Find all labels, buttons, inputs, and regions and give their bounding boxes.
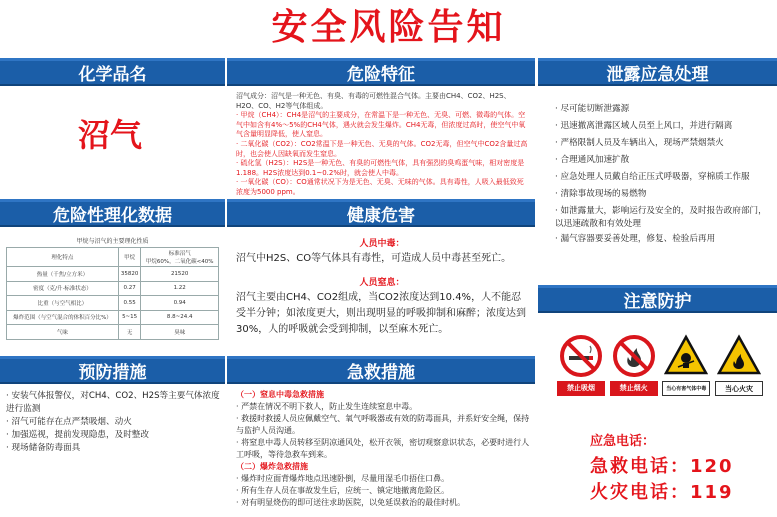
header-prevention: 预防措施	[0, 356, 225, 384]
no-smoking-icon	[559, 334, 603, 378]
table-cell: 0.94	[141, 296, 219, 311]
table-cell: 臭味	[141, 325, 219, 340]
table-header: 理化特点	[7, 248, 119, 267]
prevention-item: · 沼气可能存在点严禁吸烟、动火	[6, 417, 132, 427]
table-row	[7, 325, 219, 340]
table-cell: 1.22	[141, 281, 219, 296]
table-row	[7, 296, 219, 311]
table-row	[7, 267, 219, 282]
header-health: 健康危害	[227, 199, 535, 227]
leak-item-text: 应急处理人员戴自给正压式呼吸器，穿棉质工作服	[560, 172, 750, 182]
leak-item-text: 迅速撤离泄露区域人员至上风口，并进行隔离	[560, 121, 733, 131]
health-poison-text: 沼气中H2S、CO等气体具有毒性，可造成人员中毒甚至死亡。	[236, 253, 512, 264]
table-row	[7, 281, 219, 296]
no-fire-icon	[612, 334, 656, 378]
firstaid-item: · 所有生存人员在事故发生后，应统一、镇定地撤离危险区。	[236, 486, 450, 495]
table-cell: 爆炸范围（与空气混合的体积百分比%）	[7, 310, 119, 325]
firstaid-item: · 爆炸时应面背爆炸地点迅速卧倒，尽量用湿毛巾捂住口鼻。	[236, 474, 450, 483]
leak-item: · 如泄露量大，影响运行及安全的，及时报告政府部门，以迅速疏散和有效处理	[555, 206, 767, 229]
leak-item: · 应急处理人员戴自给正压式呼吸器，穿棉质工作服	[555, 172, 750, 182]
leak-item: · 合理通风加速扩散	[555, 155, 630, 165]
page-title: 安全风险告知	[271, 7, 506, 48]
sign-label: 禁止烟火	[610, 381, 658, 396]
header-physchem: 危险性理化数据	[0, 199, 225, 227]
table-cell: 0.55	[118, 296, 141, 311]
table-cell: 35820	[118, 267, 141, 282]
table-header-row	[7, 248, 219, 267]
prevention-item-text: 沼气可能存在点严禁吸烟、动火	[11, 417, 132, 427]
hazard-paragraph: · 硫化氢（H2S）：H2S是一种无色、有臭的可燃性气体，具有强烈的臭鸡蛋气味，相对密度是1.188。H2S浓度达到0.1~0.2%时，就会使人中毒。	[236, 159, 525, 177]
prevention-item-text: 现场储备防毒面具	[11, 443, 81, 453]
health-section	[236, 232, 528, 350]
table-cell: 无	[118, 325, 141, 340]
prevention-item-text: 安装气体报警仪，对CH4、CO2、H2S等主要气体浓度进行监测	[6, 391, 220, 414]
sign-label: 当心有害气体中毒	[662, 381, 710, 396]
health-poison-title: 人员中毒：	[359, 239, 405, 249]
firstaid-section	[236, 389, 530, 515]
header-firstaid: 急救措施	[227, 356, 535, 384]
firstaid-item: · 救援时救援人员应佩戴空气、氧气呼吸器或有效的防毒面具，并系好安全绳，保持与监护人员沟通。	[236, 414, 530, 435]
leak-list	[555, 101, 770, 261]
sign-label: 当心火灾	[715, 381, 763, 396]
table-cell: 0.27	[118, 281, 141, 296]
header-leak: 泄露应急处理	[538, 58, 777, 86]
leak-item-text: 尽可能切断泄露源	[560, 104, 630, 114]
table-cell: 气味	[7, 325, 119, 340]
leak-item: · 迅速撤离泄露区域人员至上风口，并进行隔离	[555, 121, 733, 131]
chemical-name-text: 沼气	[78, 116, 143, 154]
header-chemical: 化学品名	[0, 58, 225, 86]
table-caption: 甲烷与沼气的主要理化性质	[76, 238, 149, 245]
fire-warning-icon	[717, 334, 761, 378]
table-header: 甲烷	[118, 248, 141, 267]
hazard-paragraph: 沼气成分：沼气是一种无色、有臭、有毒的可燃性混合气体。主要由CH4、CO2、H2S、H2O、CO、H2等气体组成。	[236, 92, 511, 110]
physchem-table	[6, 236, 219, 344]
sign-no-fire	[610, 334, 658, 402]
prevention-list	[6, 390, 221, 470]
leak-item-text: 如泄露量大，影响运行及安全的，及时报告政府部门，以迅速疏散和有效处理	[555, 206, 767, 229]
leak-item: · 严格限制人员及车辆出入，现场严禁烟禁火	[555, 138, 724, 148]
hazard-paragraph: · 二氧化碳（CO2）：CO2常温下是一种无色、无臭的气体。CO2无毒，但空气中CO2含量过高时，也会使人因缺氧而发生窒息。	[236, 139, 528, 158]
hazard-paragraph: · 一氧化碳（CO）：CO通常状况下为是无色、无臭、无味的气体。具有毒性，人吸入最低致死浓度为5000 ppm。	[236, 178, 524, 196]
prevention-item-text: 加强巡视，提前发现隐患，及时整改	[11, 430, 149, 440]
table-row	[7, 310, 219, 325]
prevention-item: · 现场储备防毒面具	[6, 443, 81, 453]
sign-label: 禁止吸烟	[557, 381, 605, 396]
emergency-phone-title: 应急电话：	[590, 434, 656, 449]
table-cell: 5~15	[118, 310, 141, 325]
table-cell: 热量（千焦/立方米）	[7, 267, 119, 282]
leak-item: · 漏气容器要妥善处理，修复、检验后再用	[555, 234, 716, 244]
firstaid-sec2-title: （二）爆炸急救措施	[236, 462, 308, 471]
firstaid-item: · 严禁在情况不明下救人，防止发生连续窒息中毒。	[236, 402, 418, 411]
firstaid-sec1-title: （一）窒息中毒急救措施	[236, 390, 324, 399]
sign-toxic-gas	[662, 334, 710, 402]
leak-item: · 清除事故现场的易燃物	[555, 189, 647, 199]
firstaid-item: · 对有明显烧伤的即可送往求助医院，以免延误救治的最佳时机。	[236, 498, 466, 507]
health-suffocate-text: 沼气主要由CH4、CO2组成，当CO2浓度达到10.4%，人不能忍受半分钟；如浓度更大，则出现明显的呼吸抑制和麻醉；浓度达到30%，人的呼吸就会受到抑制，以至麻木死亡。	[236, 292, 526, 335]
table-header: 标准沼气 甲烷60%，二氧化碳<40%	[141, 248, 219, 267]
toxic-gas-warning-icon	[664, 334, 708, 378]
sign-fire-warning	[715, 334, 763, 402]
leak-item: · 尽可能切断泄露源	[555, 104, 630, 114]
leak-item-text: 漏气容器要妥善处理，修复、检验后再用	[560, 234, 716, 244]
table-cell: 密度（克/升·标准状态）	[7, 281, 119, 296]
rescue-phone: 急救电话：120	[590, 456, 734, 477]
firstaid-item: · 将窒息中毒人员转移至阴凉通风处，松开衣领，密切观察意识状态，必要时进行人工呼吸，等待急救车到来。	[236, 438, 530, 459]
sign-no-smoking	[557, 334, 605, 402]
leak-item-text: 合理通风加速扩散	[560, 155, 630, 165]
hazard-paragraph: · 甲烷（CH4）：CH4是沼气的主要成分，在常温下是一种无色、无臭、可燃、微毒的气体。空气中如含有4%～5%的CH4气体，遇火就会发生爆炸。CH4无毒，但浓度过高时，使空气中氧气含量明显降低，使人窒息。	[236, 111, 526, 139]
fire-phone: 火灾电话：119	[590, 482, 734, 503]
prevention-item: · 加强巡视，提前发现隐患，及时整改	[6, 430, 149, 440]
header-caution: 注意防护	[538, 285, 777, 313]
safety-signs	[557, 334, 763, 402]
table-cell: 8.8~24.4	[141, 310, 219, 325]
table-cell: 比重（与空气相比）	[7, 296, 119, 311]
leak-item-text: 清除事故现场的易燃物	[560, 189, 647, 199]
hazard-text	[236, 92, 528, 196]
chemical-name	[78, 110, 198, 160]
leak-item-text: 严格限制人员及车辆出入，现场严禁烟禁火	[560, 138, 724, 148]
health-suffocate-title: 人员窒息：	[359, 278, 405, 288]
header-hazard: 危险特征	[227, 58, 535, 86]
prevention-item: · 安装气体报警仪，对CH4、CO2、H2S等主要气体浓度进行监测	[6, 391, 220, 414]
table-cell: 21520	[141, 267, 219, 282]
